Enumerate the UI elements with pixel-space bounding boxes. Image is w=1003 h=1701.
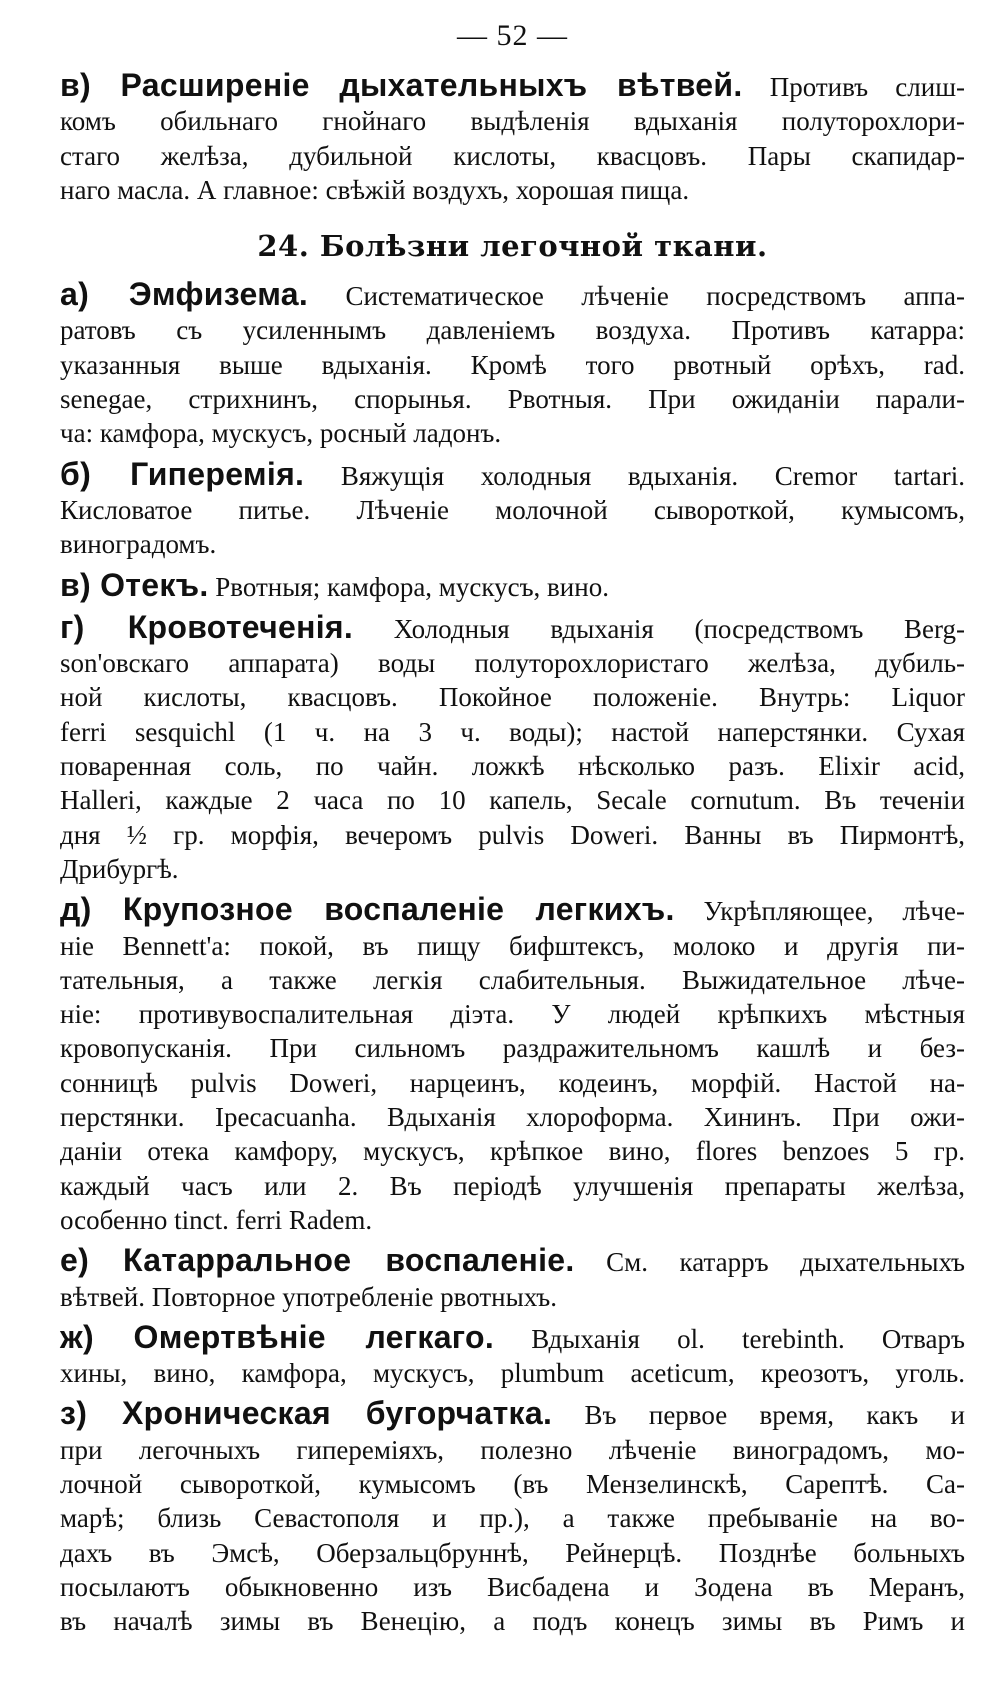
paragraph-lead: з) Хроническая бугорчатка. [60, 1395, 553, 1432]
paragraph-line [60, 1243, 965, 1279]
section-heading: 24. Болѣзни легочной ткани. [257, 229, 768, 264]
paragraph-hyperemia [60, 457, 965, 562]
paragraph-line: senegae, стрихнинъ, спорынья. Рвотныя. При ожиданіи парали- [60, 384, 965, 415]
paragraph-line: ferri sesquichl (1 ч. на 3 ч. воды); настой наперстянки. Сухая [60, 716, 965, 747]
paragraph-hemorrhage [60, 610, 965, 886]
paragraph-text: Рвотныя; камфора, мускусъ, вино. [215, 571, 609, 602]
paragraph-line [60, 457, 965, 493]
paragraph-lead: д) Крупозное воспаленіе легкихъ. [60, 891, 675, 928]
paragraph-lung-gangrene [60, 1320, 965, 1391]
paragraph-line: сонницѣ pulvis Doweri, нарцеинъ, кодеинъ, морфій. Настой на- [60, 1067, 965, 1098]
paragraph-chronic-tuberculosis [60, 1396, 965, 1638]
paragraph-lead: е) Катарральное воспаленіе. [60, 1242, 575, 1279]
paragraph-line [60, 610, 965, 646]
paragraph-line: ча: камфора, мускусъ, росный ладонъ. [60, 418, 502, 449]
paragraph-line: указанныя выше вдыханія. Кромѣ того рвотный орѣхъ, rad. [60, 349, 965, 380]
paragraph-edema [60, 568, 965, 604]
paragraph-text: Систематическое лѣченіе посредствомъ аппа- [345, 281, 965, 312]
paragraph-line: марѣ; близь Севастополя и пр.), а также пребываніе на во- [60, 1503, 965, 1534]
paragraph-line: ратовъ съ усиленнымъ давленіемъ воздуха. Противъ катарра: [60, 315, 965, 346]
paragraph-line: комъ обильнаго гнойнаго выдѣленія вдыханія полуторохлори- [60, 106, 965, 137]
paragraph-catarrhal-inflammation [60, 1243, 965, 1314]
paragraph-line: поваренная соль, по чайн. ложкѣ нѣсколько разъ. Elixir acid, [60, 751, 965, 782]
book-page [60, 0, 965, 1638]
paragraph-line [60, 1396, 965, 1432]
paragraph-text: Въ первое время, какъ и [584, 1400, 965, 1431]
paragraph-line: виноградомъ. [60, 529, 217, 560]
paragraph-line: дня ½ гр. морфія, вечеромъ pulvis Doweri. Ванны въ Пирмонтѣ, [60, 819, 965, 850]
paragraph-lead: в) Расширеніе дыхательныхъ вѣтвей. [60, 67, 743, 103]
paragraph-lead: а) Эмфизема. [60, 276, 309, 313]
page-number: — 52 — [457, 19, 568, 52]
paragraph-line: посылаютъ обыкновенно изъ Висбадена и Зодена въ Меранъ, [60, 1571, 965, 1602]
paragraph-line: при легочныхъ гипереміяхъ, полезно лѣченіе виноградомъ, мо- [60, 1434, 965, 1465]
paragraph-line: ніе: противувоспалительная діэта. У людей крѣпкихъ мѣстныя [60, 999, 965, 1030]
paragraph-line [60, 1320, 965, 1356]
paragraph-line [60, 68, 965, 104]
paragraph-line: лочной сывороткой, кумысомъ (въ Мензелинскѣ, Сарептѣ. Са- [60, 1468, 965, 1499]
paragraph-line: въ началѣ зимы въ Венецію, а подъ конецъ зимы въ Римъ и [60, 1606, 965, 1637]
paragraph-lead: ж) Омертвѣніе легкаго. [60, 1318, 495, 1355]
paragraph-line: ніе Bennett'a: покой, въ пищу бифштексъ, молоко и другія пи- [60, 930, 965, 961]
paragraph-line: дахъ въ Эмсѣ, Оберзальцбруннѣ, Рейнерцѣ. Позднѣе больныхъ [60, 1537, 965, 1568]
paragraph-line: перстянки. Ipecacuanha. Вдыханія хлороформа. Хининъ. При ожи- [60, 1102, 965, 1133]
paragraph-line: особенно tinct. ferri Radem. [60, 1204, 373, 1235]
paragraph-line: наго масла. А главное: свѣжій воздухъ, хорошая пища. [60, 174, 690, 205]
paragraph-line: кровопусканія. При сильномъ раздражительномъ кашлѣ и без- [60, 1033, 965, 1064]
paragraph-line: Дрибургѣ. [60, 853, 179, 884]
paragraph-line [60, 892, 965, 928]
paragraph-text: См. катарръ дыхательныхъ [606, 1247, 965, 1278]
paragraph-text: Холодныя вдыханія (посредствомъ Berg- [393, 613, 965, 644]
paragraph-text: Вяжущія холодныя вдыханія. Cremor tartari. [340, 460, 966, 491]
paragraph-line: каждый часъ или 2. Въ періодѣ улучшенія препараты желѣза, [60, 1170, 965, 1201]
paragraph-line: ной кислоты, квасцовъ. Покойное положеніе. Внутрь: Liquor [60, 682, 965, 713]
paragraph-lead: б) Гиперемія. [60, 455, 305, 492]
paragraph-lead: в) Отекъ. [60, 566, 209, 603]
paragraph-bronchiectasis [60, 68, 965, 207]
paragraph-line: хины, вино, камфора, мускусъ, plumbum aceticum, креозотъ, уголь. [60, 1358, 965, 1389]
paragraph-text: Вдыханія ol. terebinth. Отваръ [531, 1323, 965, 1354]
paragraph-line: son'овскаго аппарата) воды полуторохлористаго желѣза, дубиль- [60, 648, 965, 679]
paragraph-line [60, 277, 965, 313]
paragraph-lead: г) Кровотеченія. [60, 608, 354, 645]
paragraph-line [60, 568, 965, 604]
paragraph-text: Укрѣпляющее, лѣче- [703, 896, 966, 927]
paragraph-emphysema [60, 277, 965, 450]
paragraph-line: вѣтвей. Повторное употребленіе рвотныхъ. [60, 1281, 557, 1312]
paragraph-line: Кисловатое питье. Лѣченіе молочной сывороткой, кумысомъ, [60, 494, 965, 525]
paragraph-line: даніи отека камфору, мускусъ, крѣпкое вино, flores benzoes 5 гр. [60, 1136, 965, 1167]
paragraph-line: Halleri, каждые 2 часа по 10 капель, Secale cornutum. Въ теченіи [60, 785, 965, 816]
paragraph-line: стаго желѣза, дубильной кислоты, квасцовъ. Пары скапидар- [60, 140, 965, 171]
paragraph-croupous-pneumonia [60, 892, 965, 1237]
paragraph-text: Противъ слиш- [769, 72, 965, 102]
paragraph-line: тательныя, а также легкія слабительныя. Выжидательное лѣче- [60, 964, 965, 995]
